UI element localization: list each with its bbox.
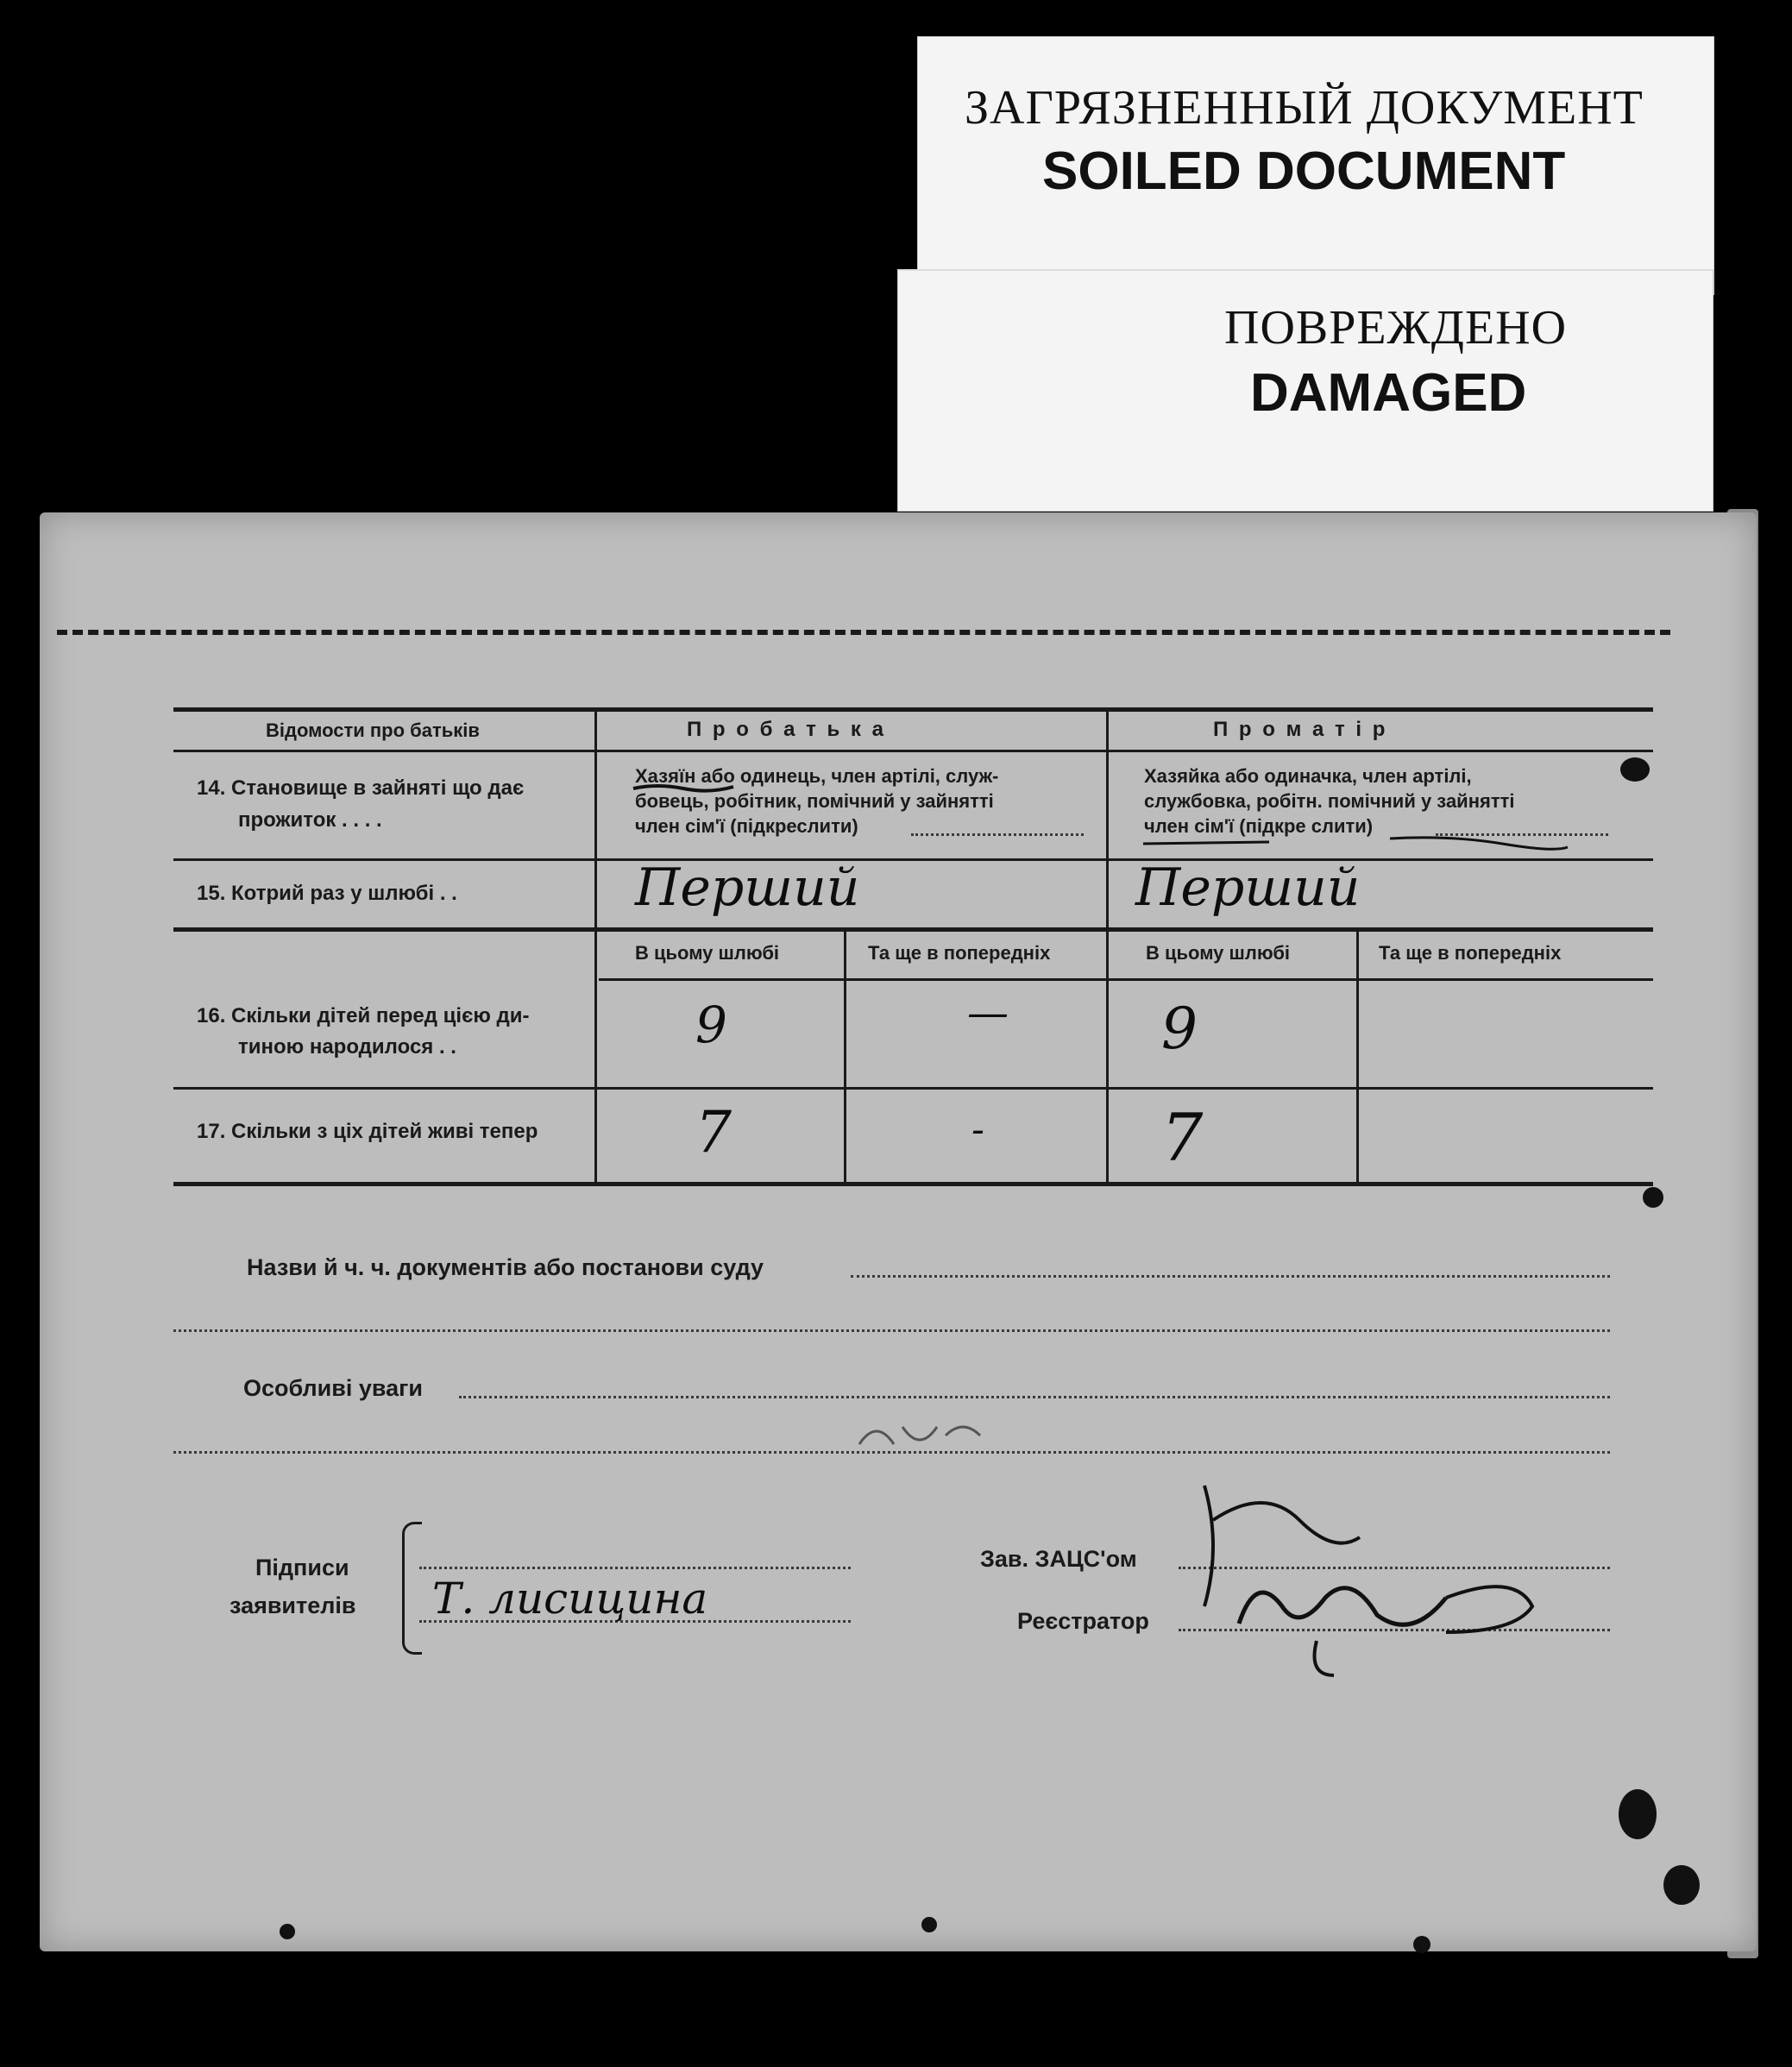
pencil-mark [851,1401,989,1461]
damage-hole [1663,1865,1700,1905]
row14-label-2: прожиток . . . . [238,808,382,832]
row16-mother-this: 9 [1161,996,1198,1062]
registrar-label: Реєстратор [1017,1608,1149,1634]
damaged-label-card [897,269,1713,512]
remarks-dots-1 [459,1396,1610,1398]
row14-label-1: 14. Становище в зайняті що дає [197,776,525,800]
row16-divider [173,1087,1653,1090]
row14-father-3: член сім'ї (підкреслити) [635,815,858,837]
row16-label-1: 16. Скільки дітей перед цією ди- [197,1004,530,1027]
applicants-brace [402,1522,422,1655]
applicants-label-1: Підписи [255,1555,349,1580]
col-divider-1 [594,711,597,1184]
row17-father-this: 7 [695,1099,732,1165]
header-father: П р о б а т ь к а [687,718,886,741]
applicant-line-1 [419,1567,851,1569]
documents-label: Назви й ч. ч. документів або постанови суду [247,1254,764,1280]
row15-divider [173,927,1653,932]
applicant-signature: Т. лисицина [432,1574,708,1624]
header-col1: Відомости про батьків [266,719,480,741]
row17-father-prev: - [971,1108,984,1152]
col-divider-mother-sub [1356,929,1359,1184]
damage-hole [1643,1187,1663,1208]
col-divider-2 [1106,711,1109,1184]
row15-mother-value: Перший [1135,858,1361,918]
row14-mother-1: Хазяйка або одиначка, член артілі, [1144,765,1472,787]
documents-dots-1 [851,1275,1610,1278]
col-divider-father-sub [844,929,846,1184]
documents-dots-2 [173,1329,1610,1332]
soiled-label-ru: ЗАГРЯЗНЕННЫЙ ДОКУМЕНТ [965,81,1644,135]
row16-label-2: тиною народилося . . [238,1035,456,1059]
damage-hole [921,1917,937,1932]
subheader-father-prev: Та ще в попередніх [868,942,1051,964]
row14-father-2: бовець, робітник, помічний у зайнятті [635,790,994,812]
row14-father-dots [911,833,1084,836]
row14-divider [173,858,1653,861]
soiled-label-en: SOILED DOCUMENT [1042,141,1566,201]
damage-hole [1619,1789,1657,1839]
damage-hole [1413,1936,1430,1953]
soiled-label-card [917,36,1714,295]
form-sheet [40,512,1757,1951]
header-divider [173,750,1653,752]
applicants-label-2: заявителів [230,1593,356,1618]
header-mother: П р о м а т і р [1213,718,1388,741]
subheader-mother-this: В цьому шлюбі [1146,942,1291,964]
table-bottom-border [173,1182,1653,1186]
table-top-border [173,707,1653,712]
remarks-label: Особливі уваги [243,1375,423,1401]
subheader-divider [599,978,1653,981]
underline-mark-father [632,782,735,794]
row16-father-prev: — [967,989,1009,1037]
damaged-label-en: DAMAGED [1250,363,1527,423]
subheader-mother-prev: Та ще в попередніх [1379,942,1562,964]
row15-label: 15. Котрий раз у шлюбі . . [197,882,457,905]
row16-father-this: 9 [695,996,727,1054]
registrar-signature-mark [1187,1468,1550,1693]
subheader-father-this: В цьому шлюбі [635,942,780,964]
underline-mark-mother [1140,832,1571,854]
damaged-label-ru: ПОВРЕЖДЕНО [1224,301,1568,355]
perforation-line [57,630,1670,635]
row14-mother-2: службовка, робітн. помічний у зайнятті [1144,790,1515,812]
damage-hole [1620,757,1650,782]
row14-mother-3: член сім'ї (підкре слити) [1144,815,1374,837]
row17-mother-this: 7 [1161,1099,1204,1176]
damage-hole [280,1924,295,1939]
head-label: Зав. ЗАЦС'ом [980,1546,1137,1572]
row14-father-1: Хазяїн або одинець, член артілі, служ- [635,765,999,787]
row15-father-value: Перший [635,858,860,918]
row17-label: 17. Скільки з ціх дітей живі тепер [197,1120,538,1143]
